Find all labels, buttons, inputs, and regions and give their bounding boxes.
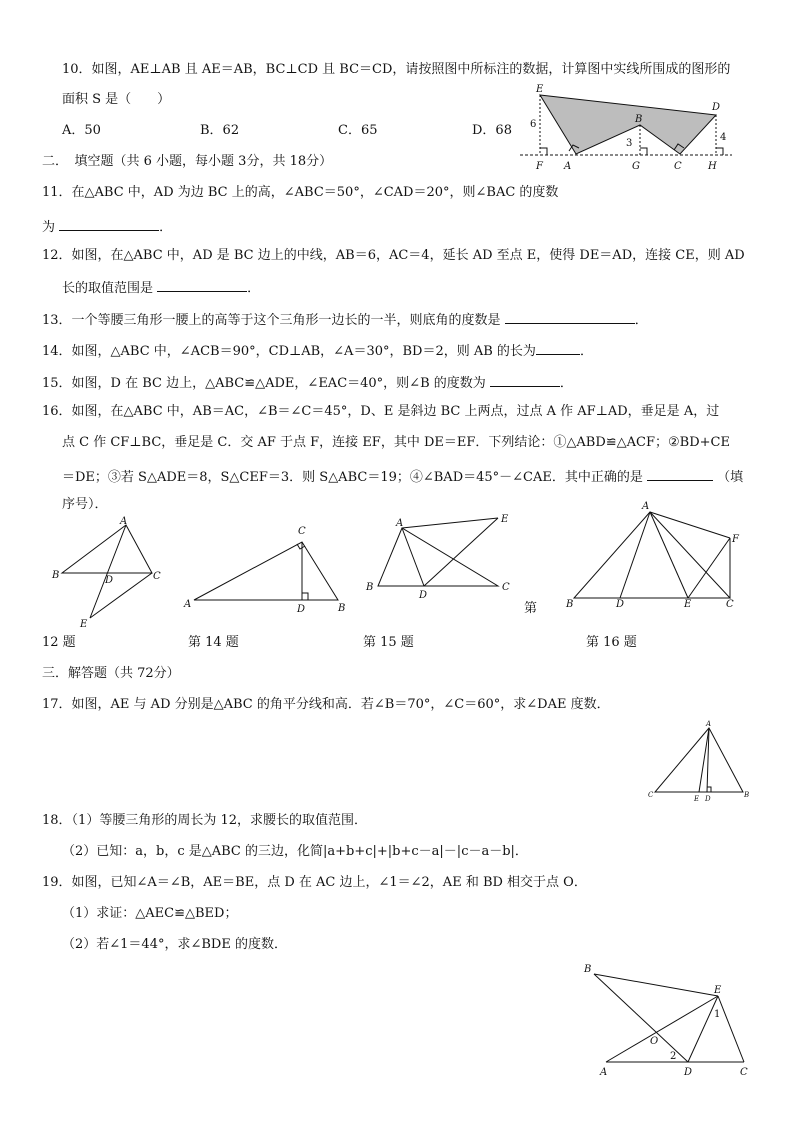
fig12-label-b: B	[52, 570, 60, 581]
caption-16: 第 16 题	[586, 635, 637, 650]
fig15-label-a: A	[396, 518, 404, 529]
q16-line3-tail: （填	[717, 470, 744, 485]
q10-label-f: F	[536, 161, 543, 172]
q14-text: 14．如图，△ABC 中，∠ACB＝90°，CD⊥AB，∠A＝30°，BD＝2，则 AB 的长为	[42, 344, 536, 359]
q14-figure	[180, 520, 355, 615]
fig12-label-e: E	[80, 619, 88, 630]
caption-15: 第 15 题	[363, 635, 414, 650]
q15-figure	[360, 508, 520, 603]
q10-figure	[520, 82, 740, 177]
fig12-label-a: A	[120, 516, 128, 527]
q19-label-e: E	[714, 985, 722, 996]
fig14-label-c: C	[298, 526, 306, 537]
q16-figure	[564, 500, 754, 615]
q10-label-4: 4	[720, 132, 727, 143]
q13-line	[42, 309, 648, 330]
q10-option-c[interactable]: C．65	[338, 123, 378, 138]
q17-label-e: E	[694, 795, 700, 803]
q13-answer-blank[interactable]	[505, 309, 635, 324]
q13-suffix: ．	[634, 313, 648, 328]
fig16-label-d: D	[616, 599, 625, 610]
q17-figure	[645, 718, 755, 808]
q12-prefix: 长的取值范围是	[62, 281, 154, 296]
q13-text: 13．一个等腰三角形一腰上的高等于这个三角形一边长的一半，则底角的度数是	[42, 313, 501, 328]
q19-part2: （2）若∠1＝44°，求∠BDE 的度数．	[62, 937, 287, 952]
q10-label-b: B	[635, 114, 643, 125]
q11-suffix: ．	[159, 220, 173, 235]
q10-line2: 面积 S 是（ ）	[62, 92, 171, 107]
q14-answer-blank[interactable]	[536, 340, 580, 355]
q17-text: 17．如图，AE 与 AD 分别是△ABC 的角平分线和高．若∠B＝70°，∠C＝60°，求∠DAE 度数．	[42, 697, 610, 712]
q19-label-2: 2	[670, 1051, 677, 1062]
q19-label-c: C	[740, 1067, 748, 1078]
q19-line1: 19．如图，已知∠A＝∠B，AE＝BE，点 D 在 AC 边上，∠1＝∠2，AE 和 BD 相交于点 O．	[42, 875, 587, 890]
q10-line1: 10．如图，AE⊥AB 且 AE＝AB，BC⊥CD 且 BC＝CD，请按照图中所标注的数据，计算图中实线所围成的图形的	[62, 62, 731, 77]
fig15-label-d: D	[419, 590, 428, 601]
q15-line	[42, 372, 573, 393]
q15-answer-blank[interactable]	[490, 372, 560, 387]
fig12-label-c: C	[153, 571, 161, 582]
q15-text: 15．如图，D 在 BC 边上，△ABC≌△ADE，∠EAC＝40°，则∠B 的度数为	[42, 376, 486, 391]
fig16-label-c: C	[726, 599, 734, 610]
q11-answer-blank[interactable]	[59, 216, 159, 231]
q17-label-c: C	[648, 791, 654, 799]
fig16-label-a: A	[642, 501, 650, 512]
q16-line4: 序号）．	[62, 497, 108, 512]
q11-prefix: 为	[42, 220, 56, 235]
q19-label-d: D	[684, 1067, 693, 1078]
q16-line2: 点 C 作 CF⊥BC，垂足是 C．交 AF 于点 F，连接 EF，其中 DE＝EF．下列结论：①△ABD≌△ACF；②BD+CE	[62, 435, 730, 450]
q17-label-a: A	[706, 720, 712, 728]
q19-label-o: O	[650, 1036, 659, 1047]
caption-12: 12 题	[42, 635, 76, 650]
caption-14: 第 14 题	[188, 635, 239, 650]
q10-label-d: D	[712, 102, 721, 113]
q14-suffix: ．	[579, 344, 593, 359]
q17-label-b: B	[744, 791, 750, 799]
fig14-label-b: B	[338, 603, 346, 614]
q14-line	[42, 340, 593, 361]
q10-option-b[interactable]: B．62	[200, 123, 240, 138]
q19-label-a: A	[600, 1067, 608, 1078]
q12-line1: 12．如图，在△ABC 中，AD 是 BC 边上的中线，AB＝6，AC＝4，延长 AD 至点 E，使得 DE＝AD，连接 CE，则 AD	[42, 248, 745, 263]
q16-line3-text: ＝DE；③若 S△ADE＝8，S△CEF＝3．则 S△ABC＝19；④∠BAD＝45°－∠CAE．其中正确的是	[62, 470, 643, 485]
q16-line1: 16．如图，在△ABC 中，AB＝AC，∠B＝∠C＝45°，D、E 是斜边 BC 上两点，过点 A 作 AF⊥AD，垂足是 A，过	[42, 404, 720, 419]
fig15-label-c: C	[502, 582, 510, 593]
q12-line2	[62, 277, 260, 298]
q18-part2: （2）已知：a，b，c 是△ABC 的三边，化简|a+b+c|+|b+c－a|－|c－a－b|．	[62, 844, 528, 859]
q10-label-3: 3	[626, 138, 633, 149]
fig15-label-b: B	[366, 582, 374, 593]
q12-suffix: ．	[247, 281, 261, 296]
q10-label-a: A	[564, 161, 572, 172]
q19-label-1: 1	[714, 1009, 721, 1020]
q10-option-d[interactable]: D．68	[472, 123, 512, 138]
q19-part1: （1）求证：△AEC≌△BED；	[62, 906, 238, 921]
q12-figure	[48, 515, 168, 630]
q16-line3	[62, 466, 743, 487]
q16-answer-blank[interactable]	[647, 466, 713, 481]
q19-label-b: B	[584, 964, 592, 975]
q11-line2	[42, 216, 172, 237]
fig14-label-a: A	[184, 599, 192, 610]
section2-heading: 二． 填空题（共 6 小题，每小题 3分，共 18分）	[42, 154, 333, 169]
section3-heading: 三．解答题（共 72分）	[42, 666, 180, 681]
fig15-label-e: E	[501, 514, 509, 525]
q12-answer-blank[interactable]	[157, 277, 247, 292]
q18-part1: 18．（1）等腰三角形的周长为 12，求腰长的取值范围．	[42, 813, 367, 828]
q10-label-h: H	[708, 161, 717, 172]
q11-line1: 11．在△ABC 中，AD 为边 BC 上的高，∠ABC＝50°，∠CAD＝20°，则∠BAC 的度数	[42, 185, 559, 200]
caption-12-first-char: 第	[524, 601, 538, 616]
q10-label-g: G	[632, 161, 640, 172]
q10-label-c: C	[674, 161, 682, 172]
fig16-label-b: B	[566, 599, 574, 610]
q15-suffix: ．	[559, 376, 573, 391]
fig16-label-e: E	[684, 599, 692, 610]
fig16-label-f: F	[732, 534, 739, 545]
q19-figure	[578, 960, 768, 1085]
fig12-label-d: D	[105, 575, 114, 586]
q17-label-d: D	[705, 795, 711, 803]
q10-option-a[interactable]: A．50	[62, 123, 101, 138]
fig14-label-d: D	[297, 604, 306, 615]
q10-label-6: 6	[530, 119, 537, 130]
q10-label-e: E	[536, 84, 544, 95]
